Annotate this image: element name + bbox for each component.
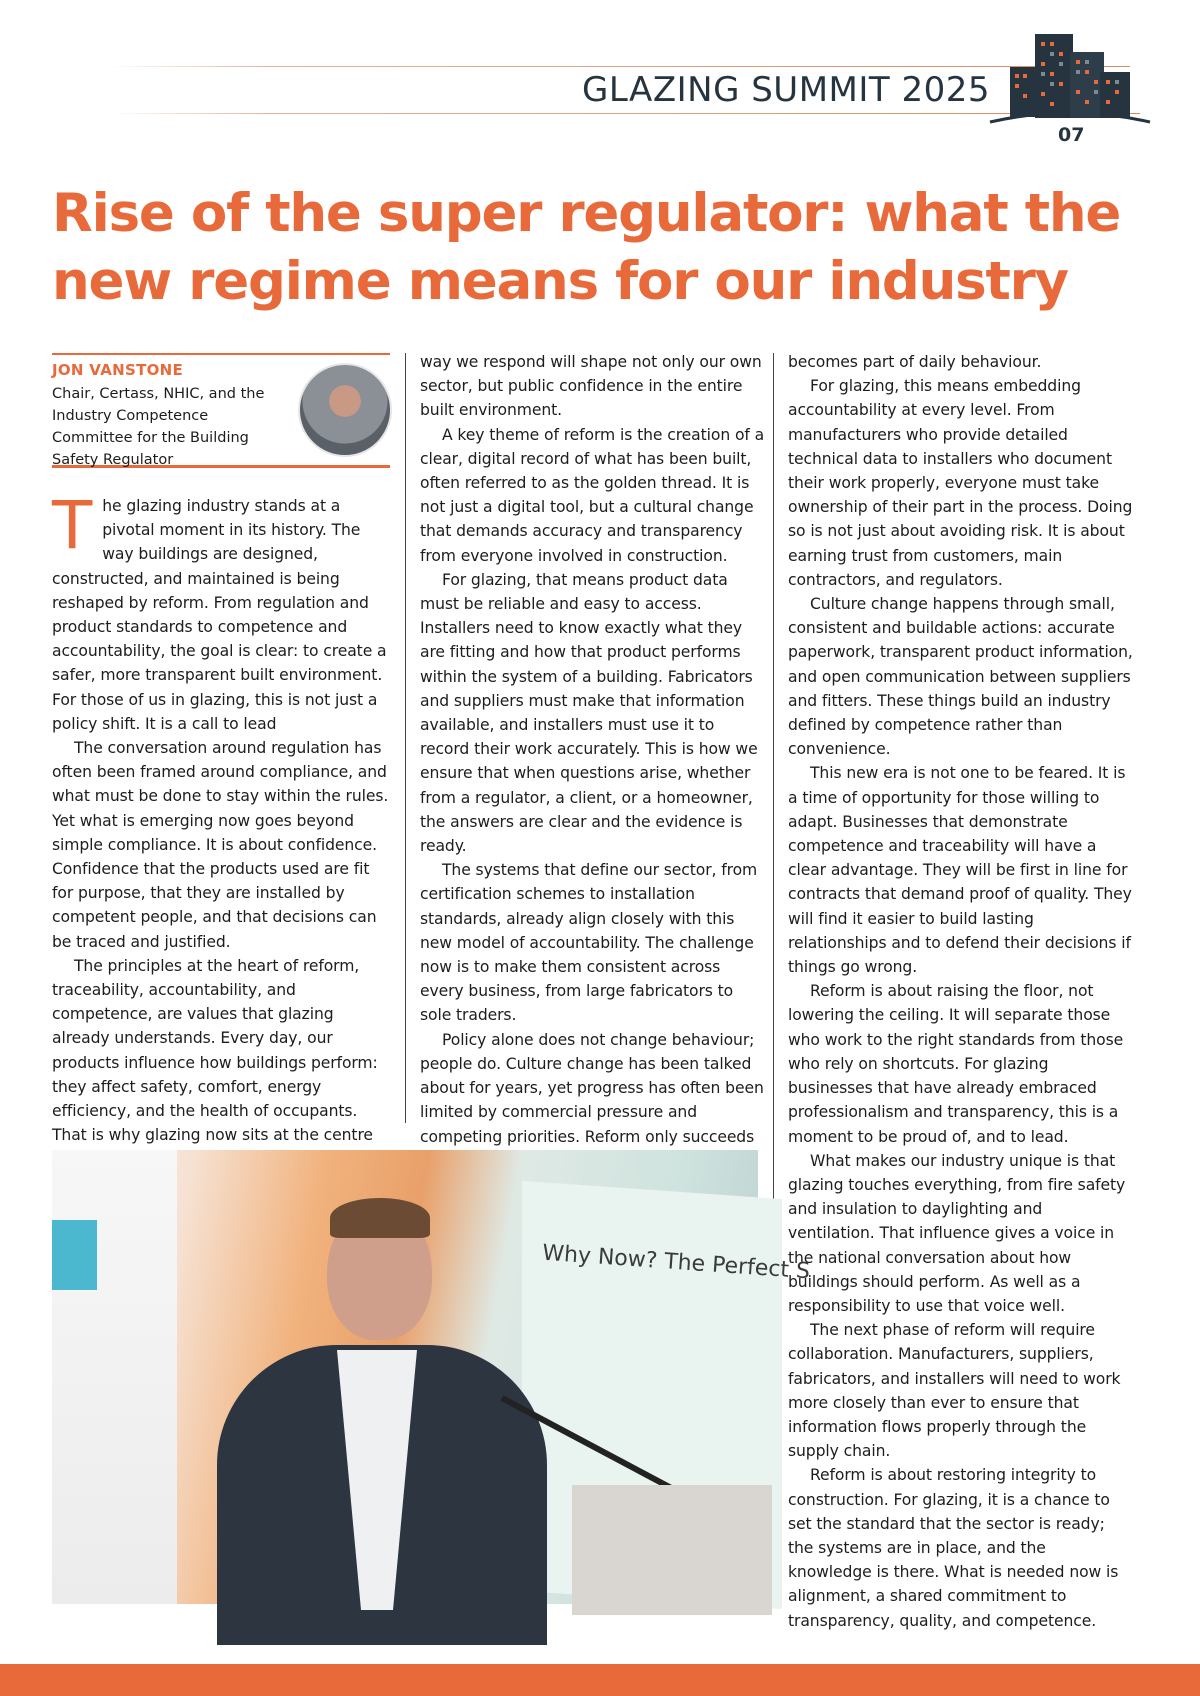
summit-title: GLAZING SUMMIT 2025 [581,70,990,110]
paragraph: For glazing, this means embedding accountability at every level. From manufacturers who provide detailed technical data to installers who document their work properly, everyone must take ownership of their part in the process. Doing so is not just about avoiding risk. It is about earning trust from customers, main contractors, and regulators. [788,377,1133,589]
column-divider-1 [405,353,406,1123]
article-column-3 [788,350,1133,1633]
paragraph: The conversation around regulation has often been framed around compliance, and what must be done to stay within the rules. Yet what is emerging now goes beyond simple compliance. It is about confidence. Confidence that the products used are fit for purpose, that they are installed by competent people, and that decisions can be traced and justified. [52,739,389,951]
paragraph: A key theme of reform is the creation of a clear, digital record of what has been built, often referred to as the golden thread. It is not just a digital tool, but a cultural change that demands accuracy and transparency from everyone involved in construction. [420,425,765,565]
screen-slide-title: Why Now? The Perfect S [541,1240,811,1285]
paragraph: The principles at the heart of reform, traceability, accountability, and competence, are values that glazing already understands. Every day, our products influence how buildings perform: they affect safety, comfort, energy efficiency, and the health of occupants. That is why glazing now sits at the centre [52,956,378,1145]
paragraph: becomes part of daily behaviour. [788,353,1042,371]
paragraph: Culture change happens through small, consistent and buildable actions: accurate paperwork, transparent product information, and open communication between suppliers and fitters. These things build an industry defined by competence rather than convenience. [788,595,1133,759]
speaker-photo [52,1150,811,1604]
banner-logo-block [52,1220,97,1290]
author-box [52,353,390,468]
author-name: JON VANSTONE [52,361,184,379]
paragraph: This new era is not one to be feared. It is a time of opportunity for those willing to adapt. Businesses that demonstrate competence and traceability will have a clear advantage. They will be first in line for contracts that demand proof of quality. They will find it easier to build lasting relationships and to defend their decisions if things go wrong. [788,764,1132,977]
event-banner [52,1150,177,1604]
paragraph: way we respond will shape not only our own sector, but public confidence in the entire built environment. [420,353,762,420]
article-column-1 [52,487,392,1172]
paragraph: Policy alone does not change behaviour; people do. Culture change has been talked about for years, yet progress has often been limited by commercial pressure and competing priorities. Reform only succeeds [420,1030,764,1146]
paragraph: Reform is about restoring integrity to construction. For glazing, it is a chance to set the standard that the sector is ready; the systems are in place, and the knowledge is there. What is needed now is alignment, a shared commitment to transparency, quality, and competence. [788,1466,1119,1630]
author-role: Chair, Certass, NHIC, and the Industry Competence Committee for the Building Safety Regulator [52,386,265,468]
drop-cap: T [52,487,93,564]
paragraph: What makes our industry unique is that glazing touches everything, from fire safety and insulation to daylighting and ventilation. That influence gives a voice in the national conversation about how buildings should perform. As well as a responsibility to use that voice well. [788,1151,1126,1315]
paragraph: Reform is about raising the floor, not lowering the ceiling. It will separate those who work to the right standards from those who rely on shortcuts. For glazing businesses that have already embraced professionalism and transparency, this is a moment to be proud of, and to lead. [788,982,1124,1146]
city-buildings-icon [990,22,1150,132]
paragraph: The glazing industry stands at a pivotal moment in its history. The way buildings are designed, constructed, and maintained is being reshaped by reform. From regulation and product standards to competence and accountability, the goal is clear: to create a safer, more transparent built environment. For those of us in glazing, this is not just a policy shift. It is a call to lead [52,487,387,733]
paragraph: For glazing, that means product data must be reliable and easy to access. Installers need to know exactly what they are fitting and how that product performs within the system of a building. Fabricators and suppliers must make that information available, and installers must use it to record their work accurately. This is how we ensure that when questions arise, whether from a regulator, a client, or a homeowner, the answers are clear and the evidence is ready. [420,570,758,856]
author-avatar [298,363,392,457]
lectern [572,1485,772,1615]
header-rule-bottom [110,113,1140,114]
article-headline: Rise of the super regulator: what the new regime means for our industry [52,183,1121,312]
footer-bar [0,1664,1200,1696]
page-number: 07 [1058,124,1085,146]
paragraph: The systems that define our sector, from certification schemes to installation standards, already align closely with this new model of accountability. The challenge now is to make them consistent across every business, from large fabricators to sole traders. [420,861,758,1025]
paragraph: The next phase of reform will require collaboration. Manufacturers, suppliers, fabricators, and installers will need to work more closely than ever to ensure that information flows properly through the supply chain. [788,1321,1121,1461]
article-column-2 [420,350,765,1173]
speaker-hair [330,1198,430,1238]
header-rule-top [110,66,1130,67]
